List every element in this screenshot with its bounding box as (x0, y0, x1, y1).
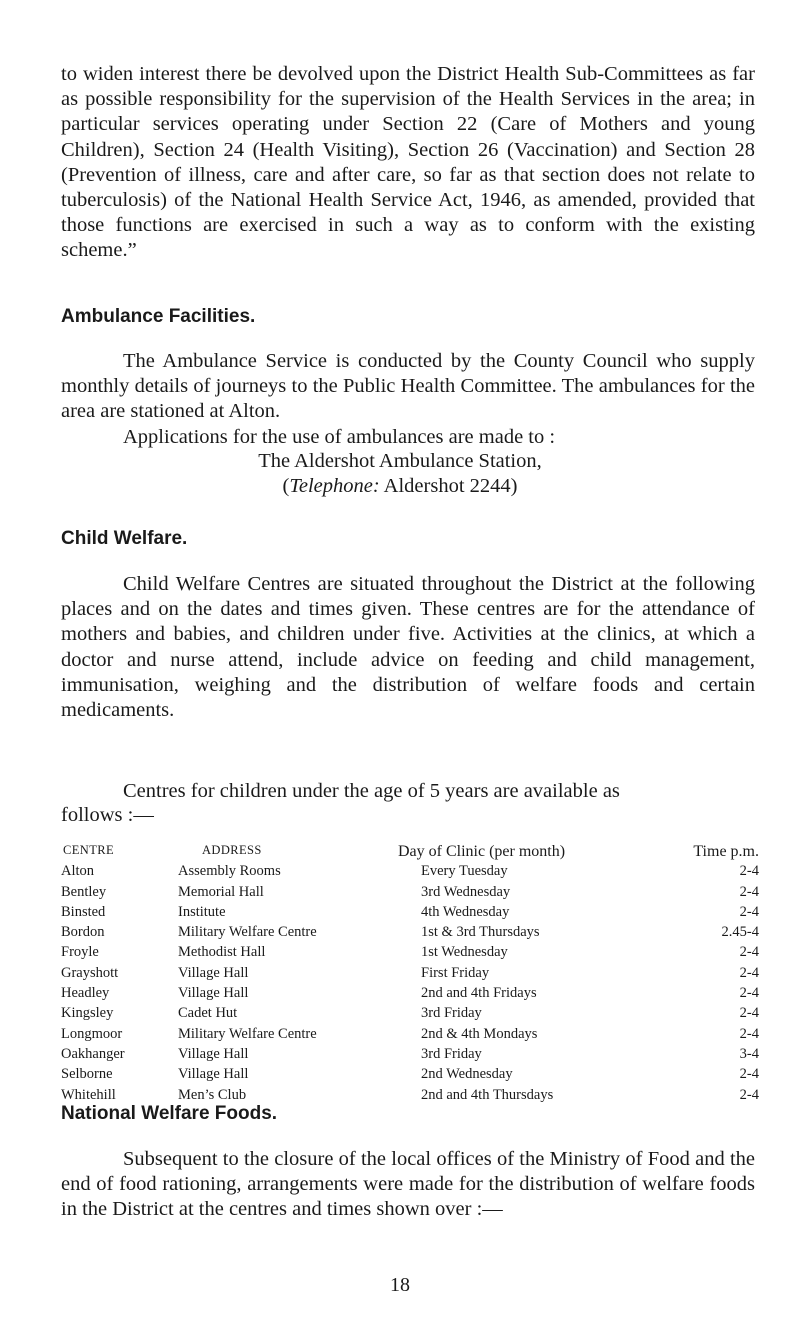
table-row (61, 1066, 761, 1086)
table-row (61, 1026, 761, 1046)
cell-address: Village Hall (178, 1045, 249, 1062)
cell-centre: Longmoor (61, 1025, 123, 1042)
cell-centre: Selborne (61, 1066, 113, 1083)
cell-address: Cadet Hut (178, 1005, 238, 1022)
telephone-label: Telephone: (289, 475, 380, 497)
cell-address: Military Welfare Centre (178, 1025, 317, 1042)
table-row (61, 863, 761, 883)
table-row (61, 944, 761, 964)
cell-centre: Grayshott (61, 964, 119, 981)
ambulance-telephone-line: (Telephone: Aldershot 2244) (282, 475, 518, 497)
cell-centre: Bentley (61, 883, 107, 900)
national-welfare-paragraph: Subsequent to the closure of the local offices of the Ministry of Food and the end of food rationing, arrangements were made for the distribution of welfare foods in the District at the centres and times shown over :— (61, 1148, 755, 1221)
cell-time: 2-4 (739, 883, 759, 900)
cell-time: 2.45-4 (721, 924, 759, 941)
cell-centre: Froyle (61, 944, 99, 961)
cell-day: 1st Wednesday (421, 944, 508, 961)
table-row (61, 985, 761, 1005)
cell-centre: Alton (61, 863, 95, 880)
ambulance-paragraph: The Ambulance Service is conducted by the County Council who supply monthly details of journeys to the Public Health Committee. The ambulances for the area are stationed at Alton. (61, 350, 755, 423)
header-day: Day of Clinic (per month) (398, 843, 566, 860)
cell-address: Village Hall (178, 964, 249, 981)
cell-time: 2-4 (739, 1086, 759, 1103)
header-time: Time p.m. (693, 843, 759, 860)
cell-day: 3rd Friday (421, 1045, 482, 1062)
header-address: ADDRESS (202, 843, 262, 857)
cell-time: 2-4 (739, 1005, 759, 1022)
cell-address: Men’s Club (178, 1086, 247, 1103)
table-row (61, 965, 761, 985)
page-number: 18 (390, 1274, 410, 1296)
cell-centre: Kingsley (61, 1005, 114, 1022)
table-row (61, 1046, 761, 1066)
telephone-value: Aldershot 2244) (383, 475, 518, 497)
cell-time: 2-4 (739, 944, 759, 961)
intro-paragraph: to widen interest there be devolved upon the District Health Sub-Committees as far as possible responsibility for the supervision of the Health Services in the area; in particular services operating under Section 22 (Care of Mothers and young Children), Section 24 (Health Visiting), Section 26 (Vaccination) and Section 28 (Prevention of illness, care and after care, so far as that section does not relate to tuberculosis) of the National Health Service Act, 1946, as amended, provided that those functions are exercised in such a way as to conform with the existing scheme.” (61, 63, 755, 262)
cell-day: 3rd Wednesday (421, 883, 511, 900)
cell-day: 2nd Wednesday (421, 1066, 513, 1083)
centres-intro-line: Centres for children under the age of 5 years are available as (123, 780, 620, 802)
cell-centre: Bordon (61, 924, 105, 941)
cell-address: Assembly Rooms (178, 863, 281, 880)
cell-address: Military Welfare Centre (178, 924, 317, 941)
cell-centre: Headley (61, 985, 110, 1002)
national-welfare-heading: National Welfare Foods. (61, 1103, 278, 1124)
cell-time: 3-4 (739, 1045, 759, 1062)
cell-time: 2-4 (739, 964, 759, 981)
cell-day: 3rd Friday (421, 1005, 482, 1022)
table-row (61, 884, 761, 904)
cell-time: 2-4 (739, 903, 759, 920)
cell-day: First Friday (421, 964, 490, 981)
cell-centre: Whitehill (61, 1086, 116, 1103)
cell-day: Every Tuesday (421, 863, 508, 880)
clinic-table (61, 843, 761, 1107)
child-welfare-heading: Child Welfare. (61, 528, 188, 549)
cell-time: 2-4 (739, 1066, 759, 1083)
cell-centre: Oakhanger (61, 1045, 125, 1062)
table-row (61, 904, 761, 924)
table-row (61, 1005, 761, 1025)
cell-address: Institute (178, 903, 226, 920)
centres-follows-line: follows :— (61, 804, 154, 826)
cell-address: Methodist Hall (178, 944, 266, 961)
cell-time: 2-4 (739, 985, 759, 1002)
cell-address: Memorial Hall (178, 883, 264, 900)
ambulance-heading: Ambulance Facilities. (61, 306, 256, 327)
child-welfare-paragraph: Child Welfare Centres are situated throughout the District at the following places and on the dates and times given. These centres are for the attendance of mothers and babies, and children under five. Activities at the clinics, at which a doctor and nurse attend, include advice on feeding and child management, immunisation, weighing and the distribution of welfare foods and certain medicaments. (61, 573, 755, 722)
cell-day: 2nd and 4th Thursdays (421, 1086, 554, 1103)
cell-address: Village Hall (178, 985, 249, 1002)
cell-day: 2nd & 4th Mondays (421, 1025, 538, 1042)
table-row (61, 924, 761, 944)
cell-day: 2nd and 4th Fridays (421, 985, 537, 1002)
cell-time: 2-4 (739, 863, 759, 880)
cell-centre: Binsted (61, 903, 106, 920)
table-header-row (61, 843, 761, 863)
ambulance-station-line: The Aldershot Ambulance Station, (258, 450, 542, 472)
cell-address: Village Hall (178, 1066, 249, 1083)
ambulance-applications-line: Applications for the use of ambulances are made to : (123, 426, 556, 448)
cell-day: 4th Wednesday (421, 903, 510, 920)
header-centre: CENTRE (63, 843, 115, 857)
cell-time: 2-4 (739, 1025, 759, 1042)
cell-day: 1st & 3rd Thursdays (421, 924, 540, 941)
